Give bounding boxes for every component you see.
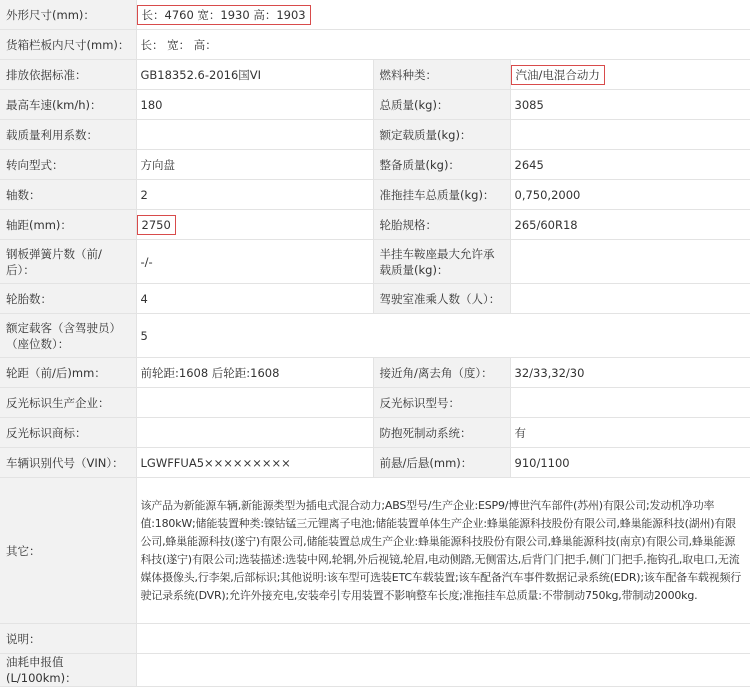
label-cargo-box: 货箱栏板内尺寸(mm)：: [0, 30, 136, 60]
label-fuel-type: 燃料种类：: [373, 60, 510, 90]
row-tire-count: [0, 284, 750, 314]
value-fuel-type: 汽油/电混合动力: [511, 65, 605, 85]
label-remarks: 说明：: [0, 624, 136, 654]
label-steering: 转向型式：: [0, 150, 136, 180]
label-cab-occupants: 驾驶室准乘人数（人）：: [373, 284, 510, 314]
label-dimensions: 外形尺寸(mm)：: [0, 0, 136, 30]
row-speed-mass: [0, 90, 750, 120]
value-curb-weight: 2645: [510, 150, 750, 180]
value-remarks: [136, 624, 750, 654]
value-seats: 5: [136, 314, 750, 358]
row-vin: [0, 448, 750, 478]
value-cargo-box: 长： 宽： 高：: [136, 30, 750, 60]
label-wheelbase: 轴距(mm)：: [0, 210, 136, 240]
row-steering: [0, 150, 750, 180]
value-leaf-springs: -/-: [136, 240, 373, 284]
label-load-coefficient: 载质量利用系数：: [0, 120, 136, 150]
label-max-speed: 最高车速(km/h)：: [0, 90, 136, 120]
value-saddle-load: [510, 240, 750, 284]
row-other: [0, 478, 750, 624]
label-axles: 轴数：: [0, 180, 136, 210]
value-emission-standard: GB18352.6-2016国VI: [136, 60, 373, 90]
value-fuel-consumption: [136, 654, 750, 687]
value-vin: LGWFFUA5×××××××××: [136, 448, 373, 478]
row-track: [0, 358, 750, 388]
value-total-mass: 3085: [510, 90, 750, 120]
value-overhang: 910/1100: [510, 448, 750, 478]
value-reflective-maker: [136, 388, 373, 418]
label-track: 轮距（前/后)mm：: [0, 358, 136, 388]
value-tire-spec: 265/60R18: [510, 210, 750, 240]
row-seats: [0, 314, 750, 358]
label-tire-count: 轮胎数：: [0, 284, 136, 314]
row-fuel-consumption: [0, 654, 750, 687]
value-approach-departure: 32/33,32/30: [510, 358, 750, 388]
value-other: 该产品为新能源车辆,新能源类型为插电式混合动力;ABS型号/生产企业:ESP9/博世汽车部件(苏州)有限公司;发动机净功率值:180kW;储能装置种类:镍钴锰三元锂离子电池;储能装置单体生产企业:蜂巢能源科技股份有限公司,蜂巢能源科技(湖州)有限公司,蜂巢能源科技(遂宁)有限公司,储能装置总成生产企业:蜂巢能源科技股份有限公司,蜂巢能源科技(南京)有限公司,蜂巢能源科技(遂宁)有限公司;选装描述:选装中网,轮辋,外后视镜,轮眉,电动侧踏,无侧雷达,后背门门把手,侧门门把手,拖钩孔,取电口,无流媒体摄像头,行李架,后部标识;其他说明:该车型可选装ETC车载装置;该车配备汽车事件数据记录系统(EDR);该车配备车载视频行驶记录系统(DVR);允许外接充电,安装牵引专用装置不影响整车长度;准拖挂车总质量:不带制动750kg,带制动2000kg.: [140, 498, 742, 602]
label-reflective-brand: 反光标识商标：: [0, 418, 136, 448]
label-fuel-consumption: 油耗申报值(L/100km)：: [0, 654, 136, 687]
label-emission-standard: 排放依据标准：: [0, 60, 136, 90]
label-tire-spec: 轮胎规格：: [373, 210, 510, 240]
label-rated-load: 额定载质量(kg)：: [373, 120, 510, 150]
value-max-speed: 180: [136, 90, 373, 120]
label-reflective-maker: 反光标识生产企业：: [0, 388, 136, 418]
value-dimensions: 长：4760 宽：1930 高：1903: [137, 5, 311, 25]
row-emission-fuel: [0, 60, 750, 90]
row-reflective-maker: [0, 388, 750, 418]
label-vin: 车辆识别代号（VIN）：: [0, 448, 136, 478]
row-cargo-box: [0, 30, 750, 60]
label-reflective-model: 反光标识型号：: [373, 388, 510, 418]
value-trailer-mass: 0,750,2000: [510, 180, 750, 210]
label-leaf-springs: 钢板弹簧片数（前/后）：: [0, 240, 136, 284]
value-load-coefficient: [136, 120, 373, 150]
value-tire-count: 4: [136, 284, 373, 314]
label-other: 其它：: [0, 478, 136, 624]
value-axles: 2: [136, 180, 373, 210]
value-rated-load: [510, 120, 750, 150]
label-saddle-load: 半挂车鞍座最大允许承载质量(kg)：: [373, 240, 510, 284]
label-overhang: 前悬/后悬(mm)：: [373, 448, 510, 478]
label-total-mass: 总质量(kg)：: [373, 90, 510, 120]
value-wheelbase: 2750: [137, 215, 176, 235]
value-reflective-brand: [136, 418, 373, 448]
label-approach-departure: 接近角/离去角（度）：: [373, 358, 510, 388]
value-steering: 方向盘: [136, 150, 373, 180]
value-cab-occupants: [510, 284, 750, 314]
value-abs: 有: [510, 418, 750, 448]
label-seats: 额定载客（含驾驶员）（座位数）：: [0, 314, 136, 358]
row-load-coefficient: [0, 120, 750, 150]
row-wheelbase: [0, 210, 750, 240]
row-dimensions: [0, 0, 750, 30]
row-leaf-springs: [0, 240, 750, 284]
value-reflective-model: [510, 388, 750, 418]
label-trailer-mass: 准拖挂车总质量(kg)：: [373, 180, 510, 210]
label-curb-weight: 整备质量(kg)：: [373, 150, 510, 180]
row-remarks: [0, 624, 750, 654]
value-track: 前轮距:1608 后轮距:1608: [136, 358, 373, 388]
row-reflective-brand: [0, 418, 750, 448]
row-axles: [0, 180, 750, 210]
label-abs: 防抱死制动系统：: [373, 418, 510, 448]
